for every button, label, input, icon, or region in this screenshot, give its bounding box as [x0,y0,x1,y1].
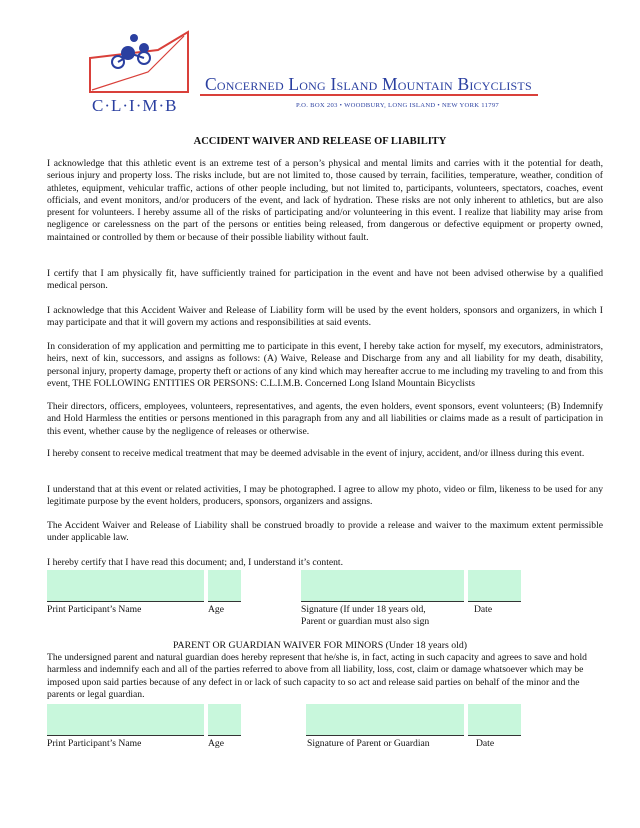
participant-signature-line [301,601,464,602]
participant-signature-note: Parent or guardian must also sign [301,616,430,627]
header-divider [200,94,538,96]
logo-text: C·L·I·M·B [92,96,178,115]
participant-age-label: Age [208,604,224,615]
minor-participant-name-line [47,735,204,736]
participant-name-label: Print Participant’s Name [47,604,142,615]
document-title: ACCIDENT WAIVER AND RELEASE OF LIABILITY [193,136,447,147]
guardian-date-label: Date [476,738,495,749]
guardian-signature-field[interactable] [306,704,464,735]
minor-participant-name-field[interactable] [47,704,204,735]
minor-age-line [208,735,241,736]
guardian-signature-label: Signature of Parent or Guardian [307,738,430,749]
guardian-date-line [468,735,521,736]
participant-date-label: Date [474,604,493,615]
participant-name-field[interactable] [47,570,204,601]
paragraph-photo: I understand that at this event or related activities, I may be photographed. I agree to allow my photo, video or film, likeness to be used for any legitimate purpose by the event holders, producers, sponsors, organizers and assigns. [47,484,603,508]
paragraph-acknowledge: I acknowledge that this Accident Waiver and Release of Liability form will be used by the event holders, sponsors and organizers, in which I may participate and that it will govern my actions and responsibilities at said events. [47,305,603,329]
paragraph-certify: I hereby certify that I have read this document; and, I understand it’s content. [47,557,343,568]
participant-name-line [47,601,204,602]
minor-age-field[interactable] [208,704,241,735]
org-address: P.O. BOX 203 • WOODBURY, LONG ISLAND • NEW YORK 11797 [296,102,500,109]
participant-signature-label: Signature (If under 18 years old, [301,604,426,615]
participant-date-field[interactable] [468,570,521,601]
paragraph-medical: I hereby consent to receive medical treatment that may be deemed advisable in the event of injury, accident, and/or illness during this event. [47,448,585,459]
paragraph-construed: The Accident Waiver and Release of Liability shall be construed broadly to provide a release and waiver to the maximum extent permissible under applicable law. [47,520,603,544]
org-name: Concerned Long Island Mountain Bicyclists [205,74,532,94]
guardian-signature-line [306,735,464,736]
participant-age-line [208,601,241,602]
paragraph-fitness: I certify that I am physically fit, have sufficiently trained for participation in the event and have not been advised otherwise by a qualified medical person. [47,268,603,292]
participant-date-line [468,601,521,602]
guardian-date-field[interactable] [468,704,521,735]
participant-age-field[interactable] [208,570,241,601]
minor-age-label: Age [208,738,224,749]
minor-participant-name-label: Print Participant’s Name [47,738,142,749]
minor-section-title: PARENT OR GUARDIAN WAIVER FOR MINORS (Under 18 years old) [173,640,467,651]
participant-signature-field[interactable] [301,570,464,601]
paragraph-indemnify: Their directors, officers, employees, volunteers, representatives, and agents, the even holders, event sponsors, event volunteers; (B) Indemnify and Hold Harmless the entities or persons mentioned in this paragraph from any and all liabilities or claims made as a result of participation in this event, whether cause by the negligence of releases or otherwise. [47,401,603,437]
paragraph-risks: I acknowledge that this athletic event is an extreme test of a person’s physical and mental limits and carries with it the potential for death, serious injury and property loss. The risks include, but are not limited to, those caused by terrain, facilities, temperature, weather, condition of athletes, equipment, vehicular traffic, actions of other people including, but not limited to, participants, volunteers, spectators, coaches, event officials, and event monitors, and/or producers of the event, and lack of hydration. These risks are not only inherent to athletics, but are also present for volunteers. I hereby assume all of the risks of participating and/or volunteering in this event. I realize that liability may arise from negligence or carelessness on the part of the persons or entities being released, from dangerous or defective equipment or property owned, maintained or controlled by them or because of their possible liability without fault. [47,158,603,243]
minor-section-text: The undersigned parent and natural guardian does hereby represent that he/she is, in fact, acting in such capacity and agrees to save and hold harmless and indemnify each and all of the parties referred to above from all liability, loss, cost, claim or damage whatsoever which may be imposed upon said parties because of any defect in or lack of such capacity to so act and release said parties on behalf of the minor and the parents or legal guardian. [47,652,587,700]
paragraph-consideration: In consideration of my application and permitting me to participate in this event, I hereby take action for myself, my executors, administrators, heirs, next of kin, successors, and assigns as follows: (A) Waive, Release and Discharge from any and all liability for my death, disability, personal injury, property damage, property theft or actions of any kind which may hereafter accrue to me including my traveling to and from this event, THE FOLLOWING ENTITIES OR PERSONS: C.L.I.M.B. Concerned Long Island Mountain Bicyclists [47,341,603,389]
